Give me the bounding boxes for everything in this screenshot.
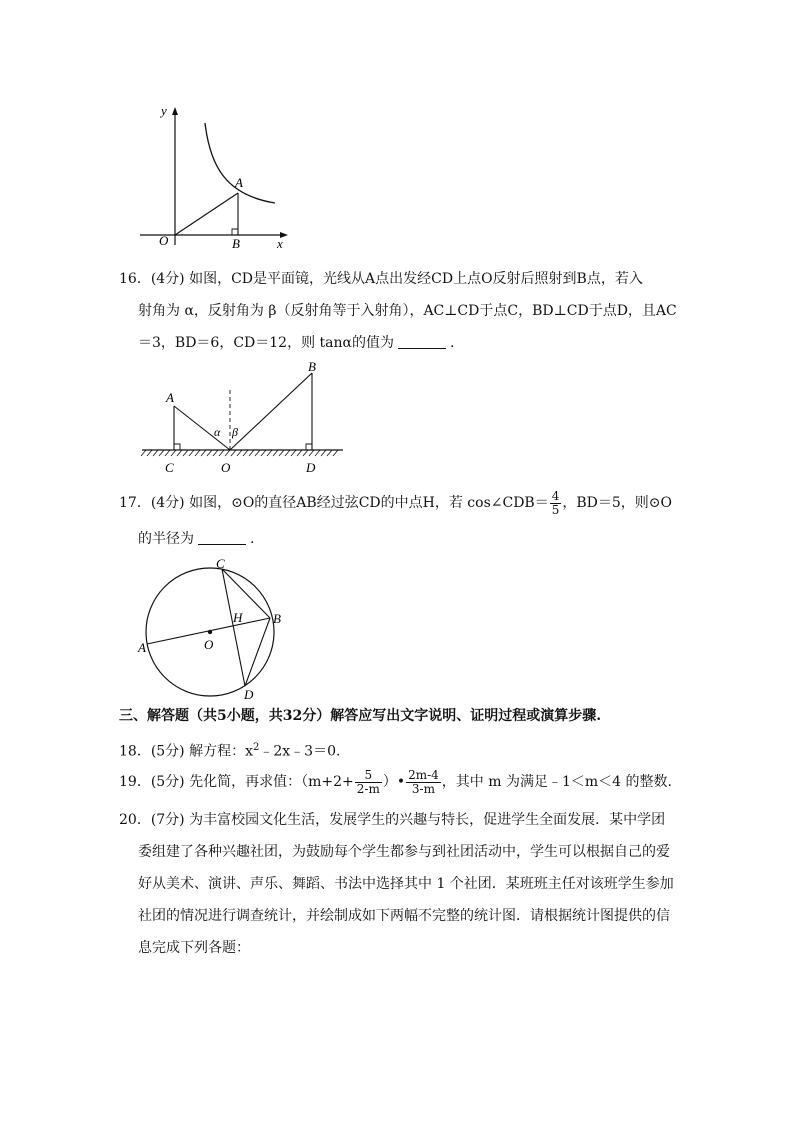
q19-text-b: ）• <box>382 774 406 790</box>
q16-line-1: 16．(4分) 如图，CD是平面镜，光线从A点出发经CD上点O反射后照射到B点，若入 <box>119 271 643 287</box>
section-3-heading: 三、解答题（共5小题，共32分）解答应写出文字说明、证明过程或演算步骤. <box>119 708 602 724</box>
fig15-origin-label: O <box>159 233 169 248</box>
fig16-label-a: A <box>166 390 174 405</box>
fig17-label-h: H <box>233 610 243 625</box>
q17-answer-blank[interactable] <box>198 530 246 545</box>
q18-sup: 2 <box>253 742 260 753</box>
fig17-label-d: D <box>244 687 254 700</box>
q16-answer-blank[interactable] <box>398 334 446 349</box>
fig16-label-alpha: α <box>214 425 221 439</box>
q19-fraction-2 <box>406 769 441 796</box>
q17-line-1-text-b: ，BD＝5，则⊙O <box>562 495 672 511</box>
q17-line-2-end: . <box>250 531 255 547</box>
q20-line-5: 息完成下列各题： <box>138 940 250 956</box>
q16-line-2: 射角为 α，反射角为 β（反射角等于入射角），AC⊥CD于点C，BD⊥CD于点D，且AC <box>138 303 677 319</box>
q19 <box>119 766 672 798</box>
q17-fraction <box>550 490 562 517</box>
q19-frac2-den: 3-m <box>411 781 435 796</box>
q17-frac-num: 4 <box>551 488 560 503</box>
fig15-point-b: B <box>232 236 240 251</box>
q18-text-a: 18．(5分) 解方程：x <box>119 743 253 760</box>
fig16-label-beta: β <box>232 425 238 439</box>
q17-line-2 <box>138 530 254 548</box>
q19-frac1-num: 5 <box>355 769 382 783</box>
fig16-label-c: C <box>165 460 174 475</box>
fig17-label-o: O <box>204 637 214 652</box>
fig17-label-b: B <box>273 611 281 626</box>
q16-line-3-end: . <box>449 335 455 351</box>
q20-line-2: 委组建了各种兴趣社团，为鼓励每个学生都参与到社团活动中，学生可以根据自己的爱 <box>138 844 670 860</box>
q20-line-4: 社团的情况进行调查统计，并绘制成如下两幅不完整的统计图．请根据统计图提供的信 <box>138 908 670 924</box>
fig16-label-o: O <box>221 460 231 475</box>
figure-mirror <box>138 358 348 478</box>
fig15-x-label: x <box>277 236 283 251</box>
q19-text-c: ，其中 m 为满足﹣1＜m＜4 的整数. <box>441 774 672 790</box>
q19-frac1-den: 2-m <box>356 781 380 796</box>
q18-text-b: ﹣2x﹣3＝0. <box>259 743 341 760</box>
fig15-y-label: y <box>161 103 167 118</box>
q17-line-1-text-a: 17．(4分) 如图，⊙O的直径AB经过弦CD的中点H，若 cos∠CDB＝ <box>119 495 549 511</box>
q17-line-2-text: 的半径为 <box>138 531 194 547</box>
q16-line-3 <box>138 334 454 352</box>
fig17-label-c: C <box>216 556 225 571</box>
fig17-label-a: A <box>138 640 146 655</box>
q17-line-1 <box>119 488 672 518</box>
q20-line-3: 好从美术、演讲、声乐、舞蹈、书法中选择其中 1 个社团．某班班主任对该班学生参加 <box>138 876 674 892</box>
q16-line-3-text: ＝3，BD＝6，CD＝12，则 tanα的值为 <box>138 335 394 351</box>
figure-circle <box>136 556 296 700</box>
q20-line-1: 20．(7分) 为丰富校园文化生活，发展学生的兴趣与特长，促进学生全面发展．某中学团 <box>119 812 666 828</box>
figure-hyperbola <box>135 95 295 255</box>
q17-frac-den: 5 <box>551 502 560 517</box>
q19-frac2-num: 2m-4 <box>408 767 439 782</box>
fig15-point-a: A <box>235 175 243 190</box>
fig16-label-b: B <box>308 359 316 374</box>
q18 <box>119 739 340 761</box>
q19-text-a: 19．(5分) 先化简，再求值：（m+2+ <box>119 774 354 790</box>
q19-fraction-1 <box>355 769 382 796</box>
fig16-label-d: D <box>306 460 316 475</box>
